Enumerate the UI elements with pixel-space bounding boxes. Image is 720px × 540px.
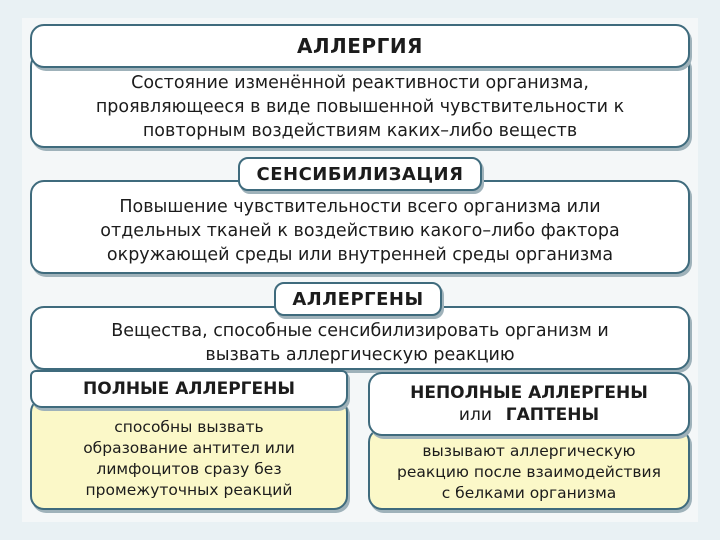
sensitization-title-box (238, 157, 482, 191)
allergens-title: АЛЛЕРГЕНЫ (292, 288, 424, 310)
allergens-definition-line: вызвать аллергическую реакцию (205, 345, 515, 365)
full-allergens-description-line: промежуточных реакций (85, 481, 293, 499)
incomplete-allergens-description-line: вызывают аллергическую (422, 441, 636, 460)
allergens-title-box (274, 282, 442, 316)
allergens-definition-line: Вещества, способные сенсибилизировать организм и (111, 321, 609, 341)
allergy-title: АЛЛЕРГИЯ (297, 34, 423, 58)
sensitization-definition-line: окружающей среды или внутренней среды организма (106, 245, 614, 265)
full-allergens-description-box (30, 398, 348, 510)
incomplete-allergens-description-line: реакцию после взаимодействия (397, 462, 661, 481)
full-allergens-title: ПОЛНЫЕ АЛЛЕРГЕНЫ (83, 379, 295, 399)
allergy-definition-line: Состояние изменённой реактивности организма, (131, 73, 589, 93)
sensitization-definition-line: отдельных тканей к воздействию какого–либо фактора (100, 221, 620, 241)
incomplete-allergens-title-box (368, 372, 690, 436)
incomplete-allergens-or: или (458, 405, 492, 425)
incomplete-allergens-subtitle (459, 404, 599, 426)
full-allergens-description-line: способны вызвать (114, 418, 264, 436)
sensitization-definition-line: Повышение чувствительности всего организма или (119, 197, 601, 217)
full-allergens-description-line: лимфоцитов сразу без (96, 460, 282, 478)
sensitization-definition-box (30, 180, 690, 274)
allergy-definition-line: проявляющееся в виде повышенной чувствительности к (95, 97, 625, 117)
full-allergens-title-box (30, 370, 348, 408)
incomplete-allergens-title: НЕПОЛНЫЕ АЛЛЕРГЕНЫ (410, 383, 648, 403)
full-allergens-description-line: образование антител или (83, 439, 295, 457)
sensitization-title: СЕНСИБИЛИЗАЦИЯ (256, 163, 464, 185)
haptens-title: ГАПТЕНЫ (505, 405, 600, 425)
allergy-title-box (30, 24, 690, 68)
incomplete-allergens-description-box (368, 428, 690, 510)
allergy-definition-line: повторным воздействиям каких–либо веществ (142, 121, 578, 141)
incomplete-allergens-description-line: с белками организма (441, 483, 617, 502)
